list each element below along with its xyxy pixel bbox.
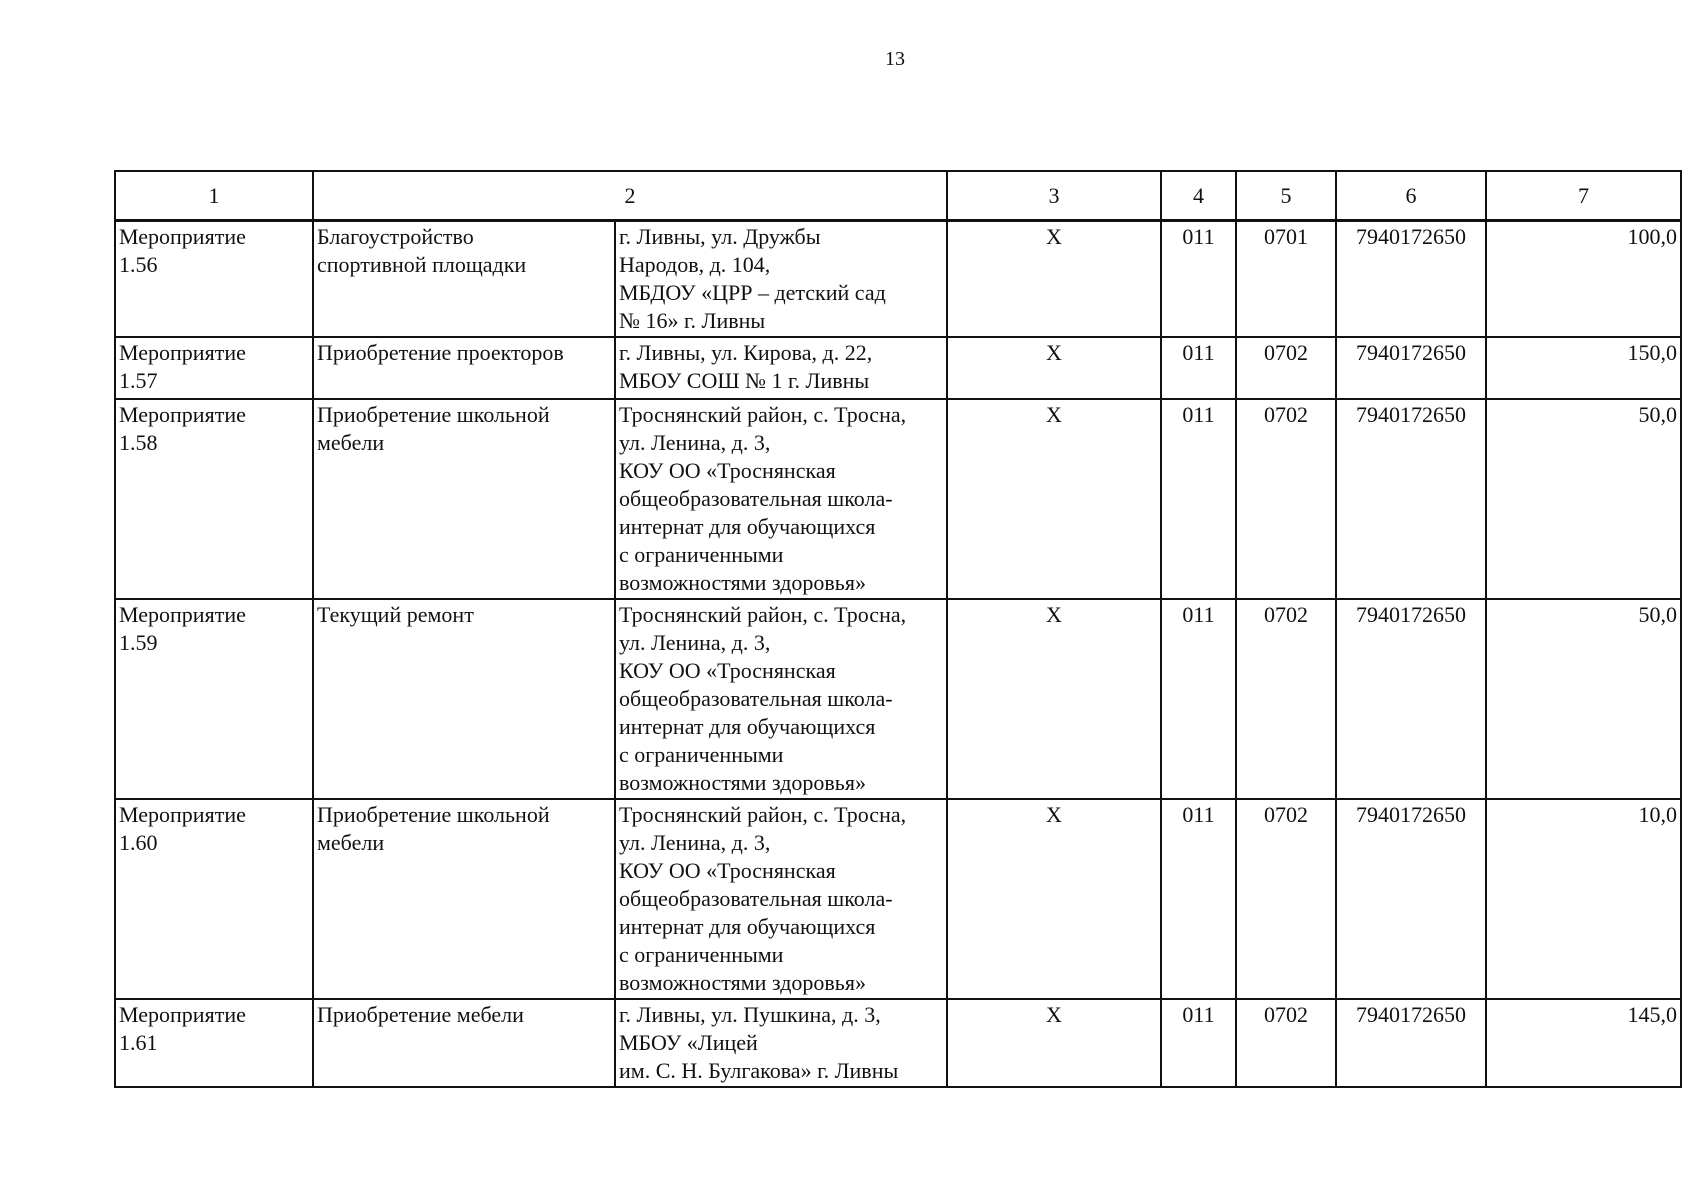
measure-address-cell-line: возможностями здоровья» <box>619 970 866 995</box>
measure-name-cell-line: 1.60 <box>119 830 158 855</box>
measure-name-cell <box>115 221 313 338</box>
col4-cell: 011 <box>1161 999 1236 1087</box>
measure-description-cell <box>313 337 615 399</box>
measure-address-cell <box>615 999 947 1087</box>
table-row <box>115 599 1681 799</box>
col3-cell: X <box>947 221 1161 338</box>
measure-address-cell-line: с ограниченными <box>619 942 784 967</box>
measure-name-cell-line: Мероприятие <box>119 602 246 627</box>
col6-cell: 7940172650 <box>1336 221 1486 338</box>
measure-description-cell-line: Приобретение проекторов <box>317 340 564 365</box>
measure-description-cell-line: Благоустройство <box>317 224 474 249</box>
col5-cell: 0702 <box>1236 337 1336 399</box>
measure-name-cell-line: 1.61 <box>119 1030 158 1055</box>
header-col-6: 6 <box>1336 171 1486 221</box>
col3-cell: X <box>947 399 1161 599</box>
measure-name-cell <box>115 399 313 599</box>
measure-name-cell-line: 1.57 <box>119 368 158 393</box>
measure-description-cell-line: спортивной площадки <box>317 252 527 277</box>
col5-cell: 0702 <box>1236 999 1336 1087</box>
measure-address-cell <box>615 399 947 599</box>
measure-address-cell-line: общеобразовательная школа- <box>619 486 893 511</box>
measure-description-cell <box>313 999 615 1087</box>
measure-address-cell-line: Троснянский район, с. Тросна, <box>619 402 907 427</box>
col4-cell: 011 <box>1161 337 1236 399</box>
measure-name-cell-line: 1.58 <box>119 430 158 455</box>
col3-cell: X <box>947 799 1161 999</box>
col5-cell: 0702 <box>1236 399 1336 599</box>
measure-address-cell-line: ул. Ленина, д. 3, <box>619 830 771 855</box>
measure-description-cell <box>313 399 615 599</box>
header-col-4: 4 <box>1161 171 1236 221</box>
measure-name-cell-line: Мероприятие <box>119 402 246 427</box>
measure-description-cell <box>313 599 615 799</box>
measure-address-cell-line: Троснянский район, с. Тросна, <box>619 602 907 627</box>
measure-address-cell <box>615 337 947 399</box>
measure-address-cell-line: КОУ ОО «Троснянская <box>619 458 836 483</box>
measure-name-cell-line: Мероприятие <box>119 340 246 365</box>
measure-address-cell-line: МБОУ СОШ № 1 г. Ливны <box>619 368 870 393</box>
measure-address-cell-line: интернат для обучающихся <box>619 714 876 739</box>
measure-description-cell <box>313 799 615 999</box>
col4-cell: 011 <box>1161 399 1236 599</box>
col4-cell: 011 <box>1161 799 1236 999</box>
amount-cell: 150,0 <box>1486 337 1681 399</box>
table-body <box>115 221 1681 1088</box>
measure-name-cell-line: 1.56 <box>119 252 158 277</box>
measure-address-cell-line: интернат для обучающихся <box>619 514 876 539</box>
measure-name-cell-line: Мероприятие <box>119 802 246 827</box>
header-col-5: 5 <box>1236 171 1336 221</box>
measure-address-cell-line: КОУ ОО «Троснянская <box>619 858 836 883</box>
col4-cell: 011 <box>1161 221 1236 338</box>
measure-description-cell-line: Приобретение школьной <box>317 402 550 427</box>
col3-cell: X <box>947 599 1161 799</box>
measure-address-cell-line: МБОУ «Лицей <box>619 1030 758 1055</box>
measure-name-cell <box>115 799 313 999</box>
col6-cell: 7940172650 <box>1336 337 1486 399</box>
table-row <box>115 221 1681 338</box>
col6-cell: 7940172650 <box>1336 799 1486 999</box>
measure-description-cell-line: Текущий ремонт <box>317 602 474 627</box>
measure-name-cell <box>115 599 313 799</box>
table-row <box>115 399 1681 599</box>
amount-cell: 50,0 <box>1486 399 1681 599</box>
table-row <box>115 799 1681 999</box>
measure-address-cell-line: ул. Ленина, д. 3, <box>619 430 771 455</box>
measure-address-cell-line: общеобразовательная школа- <box>619 886 893 911</box>
measure-address-cell-line: возможностями здоровья» <box>619 570 866 595</box>
measure-address-cell-line: г. Ливны, ул. Пушкина, д. 3, <box>619 1002 881 1027</box>
measure-address-cell-line: с ограниченными <box>619 742 784 767</box>
measure-address-cell-line: МБДОУ «ЦРР – детский сад <box>619 280 886 305</box>
measure-name-cell-line: Мероприятие <box>119 224 246 249</box>
header-row <box>115 171 1681 221</box>
col6-cell: 7940172650 <box>1336 599 1486 799</box>
measure-description-cell-line: мебели <box>317 430 385 455</box>
measure-description-cell <box>313 221 615 338</box>
measure-name-cell <box>115 999 313 1087</box>
page-number: 13 <box>885 48 905 70</box>
measure-description-cell-line: Приобретение школьной <box>317 802 550 827</box>
measure-name-cell <box>115 337 313 399</box>
amount-cell: 10,0 <box>1486 799 1681 999</box>
measures-table <box>114 170 1682 1088</box>
measure-name-cell-line: 1.59 <box>119 630 158 655</box>
col5-cell: 0702 <box>1236 799 1336 999</box>
measure-address-cell-line: с ограниченными <box>619 542 784 567</box>
amount-cell: 145,0 <box>1486 999 1681 1087</box>
table-row <box>115 337 1681 399</box>
measure-address-cell-line: КОУ ОО «Троснянская <box>619 658 836 683</box>
measure-description-cell-line: мебели <box>317 830 385 855</box>
measure-address-cell-line: интернат для обучающихся <box>619 914 876 939</box>
header-col-7: 7 <box>1486 171 1681 221</box>
col6-cell: 7940172650 <box>1336 399 1486 599</box>
header-col-3: 3 <box>947 171 1161 221</box>
col3-cell: X <box>947 999 1161 1087</box>
measure-address-cell <box>615 799 947 999</box>
measure-description-cell-line: Приобретение мебели <box>317 1002 524 1027</box>
measure-address-cell-line: им. С. Н. Булгакова» г. Ливны <box>619 1058 899 1083</box>
measure-address-cell <box>615 221 947 338</box>
measure-address-cell-line: возможностями здоровья» <box>619 770 866 795</box>
table-row <box>115 999 1681 1087</box>
col5-cell: 0702 <box>1236 599 1336 799</box>
col5-cell: 0701 <box>1236 221 1336 338</box>
col4-cell: 011 <box>1161 599 1236 799</box>
col6-cell: 7940172650 <box>1336 999 1486 1087</box>
col3-cell: X <box>947 337 1161 399</box>
amount-cell: 100,0 <box>1486 221 1681 338</box>
measure-address-cell-line: г. Ливны, ул. Дружбы <box>619 224 821 249</box>
measure-address-cell <box>615 599 947 799</box>
measure-address-cell-line: № 16» г. Ливны <box>619 308 766 333</box>
header-col-1: 1 <box>115 171 313 221</box>
measure-address-cell-line: Народов, д. 104, <box>619 252 771 277</box>
amount-cell: 50,0 <box>1486 599 1681 799</box>
measure-address-cell-line: г. Ливны, ул. Кирова, д. 22, <box>619 340 873 365</box>
header-col-2: 2 <box>313 171 947 221</box>
measure-address-cell-line: ул. Ленина, д. 3, <box>619 630 771 655</box>
measure-address-cell-line: Троснянский район, с. Тросна, <box>619 802 907 827</box>
measure-name-cell-line: Мероприятие <box>119 1002 246 1027</box>
measure-address-cell-line: общеобразовательная школа- <box>619 686 893 711</box>
